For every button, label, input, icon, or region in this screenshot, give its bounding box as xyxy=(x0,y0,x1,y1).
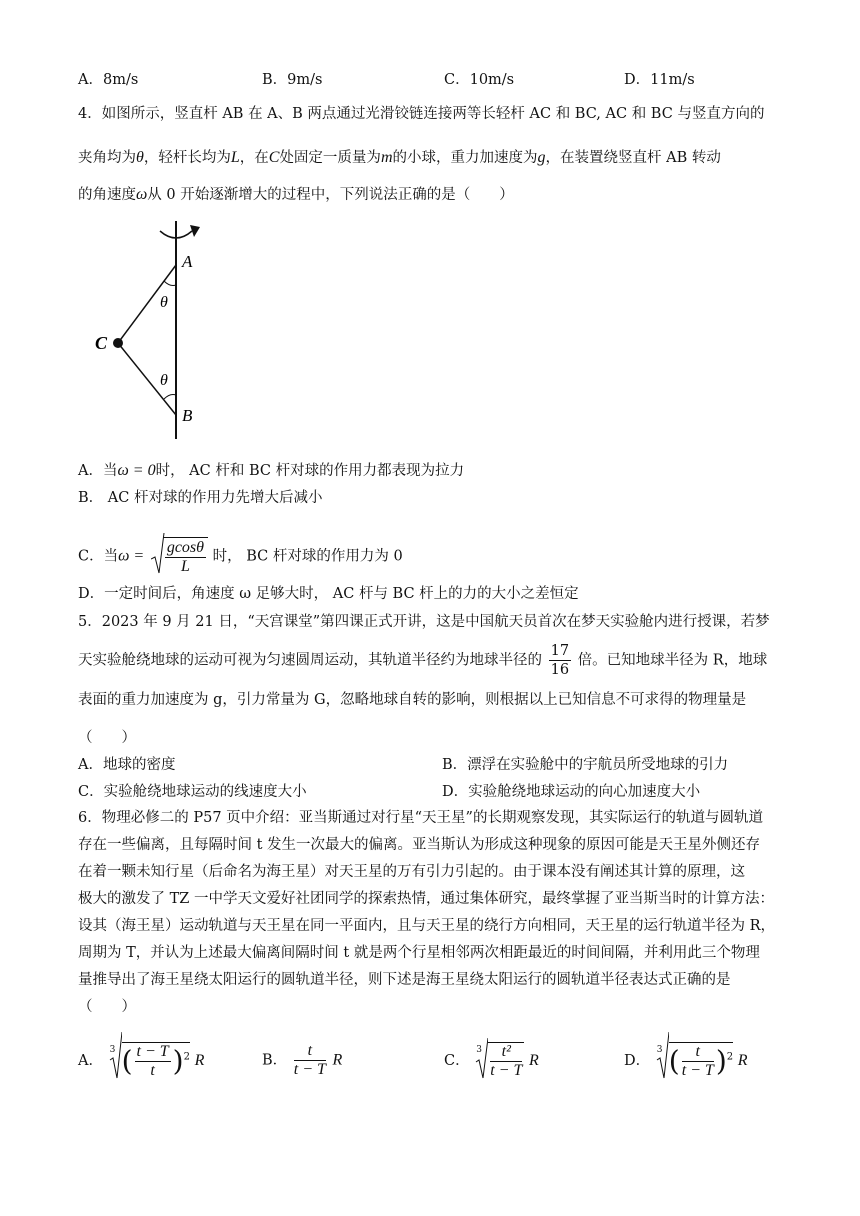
q4-stem-line2: 夹角均为θ，轻杆长均为L，在C处固定一质量为m的小球，重力加速度为g，在装置绕竖直杆 AB 转动 xyxy=(78,149,721,166)
q6-option-c: C． 3 $\frac{\text{t²}}{t - T}$ R xyxy=(444,1042,539,1080)
q4-figure xyxy=(90,215,220,445)
q4-option-b: B． AC 杆对球的作用力先增大后减小 xyxy=(78,490,323,506)
q6-option-d: D． 3 ( $\frac{t}{t - T}$ )$^2$ R xyxy=(624,1042,748,1080)
q5-option-a: A．地球的密度 xyxy=(78,757,176,773)
q6-stem-line2: 存在一些偏离，且每隔时间 t 发生一次最大的偏离。亚当斯认为形成这种现象的原因可能是天王星外侧还存 xyxy=(78,837,761,853)
figure-label-c: C xyxy=(95,333,108,353)
q6-stem-line3: 在着一颗未知行星（后命名为海王星）对天王星的万有引力引起的。由于课本没有阐述其计算的原理，这 xyxy=(78,864,745,880)
q6-stem-line1: 6．物理必修二的 P57 页中介绍：亚当斯通过对行星“天王星”的长期观察发现，其实际运行的轨道与圆轨道 xyxy=(78,810,763,826)
q4-option-a: A．当ω = 0时， AC 杆和 BC 杆对球的作用力都表现为拉力 xyxy=(78,462,465,479)
q4-stem-line3: 的角速度ω从 0 开始逐渐增大的过程中，下列说法正确的是（ ） xyxy=(78,186,514,203)
q4-stem-line1: 4．如图所示，竖直杆 AB 在 A、B 两点通过光滑铰链连接两等长轻杆 AC 和 BC, AC 和 BC 与竖直方向的 xyxy=(78,106,765,122)
figure-label-b: B xyxy=(182,406,193,425)
q3-option-d: D．11m/s xyxy=(624,72,695,88)
q6-stem-line6: 周期为 T，并认为上述最大偏离间隔时间 t 就是两个行星相邻两次相距最近的时间间隔，并利用此三个物理 xyxy=(78,945,760,961)
q6-stem-line4: 极大的激发了 TZ 一中学天文爱好社团同学的探索热情，通过集体研究，最终掌握了亚当斯当时的计算方法： xyxy=(78,891,774,907)
q3-option-c: C．10m/s xyxy=(444,72,515,88)
q4-option-d: D．一定时间后，角速度 ω 足够大时， AC 杆与 BC 杆上的力的大小之差恒定 xyxy=(78,586,579,602)
figure-label-a: A xyxy=(182,252,193,271)
q3-option-b: B．9m/s xyxy=(262,72,323,88)
q5-option-b: B．漂浮在实验舱中的宇航员所受地球的引力 xyxy=(442,757,729,773)
q6-paren: （ ） xyxy=(78,999,136,1015)
q5-option-d: D．实验舱绕地球运动的向心加速度大小 xyxy=(442,784,701,800)
ball-icon xyxy=(113,338,123,348)
q6-stem-line5: 设其（海王星）运动轨道与天王星在同一平面内，且与天王星的绕行方向相同，天王星的运行轨道半径为 R， xyxy=(78,918,776,934)
q6-stem-line7: 量推导出了海王星绕太阳运行的圆轨道半径，则下述是海王星绕太阳运行的圆轨道半径表达式正确的是 xyxy=(78,972,731,988)
q3-option-a: A．8m/s xyxy=(78,72,139,88)
q5-paren: （ ） xyxy=(78,730,136,746)
q6-option-b: B． $\frac{t}{t - T}$ R xyxy=(262,1042,343,1078)
q5-option-c: C．实验舱绕地球运动的线速度大小 xyxy=(78,784,307,800)
q5-stem-line3: 表面的重力加速度为 g，引力常量为 G，忽略地球自转的影响，则根据以上已知信息不可求得的物理量是 xyxy=(78,692,747,708)
figure-label-theta-bottom: θ xyxy=(160,372,168,389)
q5-stem-line1: 5．2023 年 9 月 21 日，“天宫课堂”第四课正式开讲，这是中国航天员首次在梦天实验舱内进行授课，若梦 xyxy=(78,614,770,630)
q4-option-c: C．当ω = $\frac{gcos\theta}{L}$ 时， BC 杆对球的作用力为 0 xyxy=(78,537,403,576)
q5-stem-line2: 天实验舱绕地球的运动可视为匀速圆周运动，其轨道半径约为地球半径的 $\frac{17}{16}$ 倍。已知地球半径为 R，地球 xyxy=(78,643,768,678)
figure-label-theta-top: θ xyxy=(160,294,168,311)
q6-option-a: A． 3 ( $\frac{t - T}{t}$ )$^2$ R xyxy=(78,1042,204,1080)
